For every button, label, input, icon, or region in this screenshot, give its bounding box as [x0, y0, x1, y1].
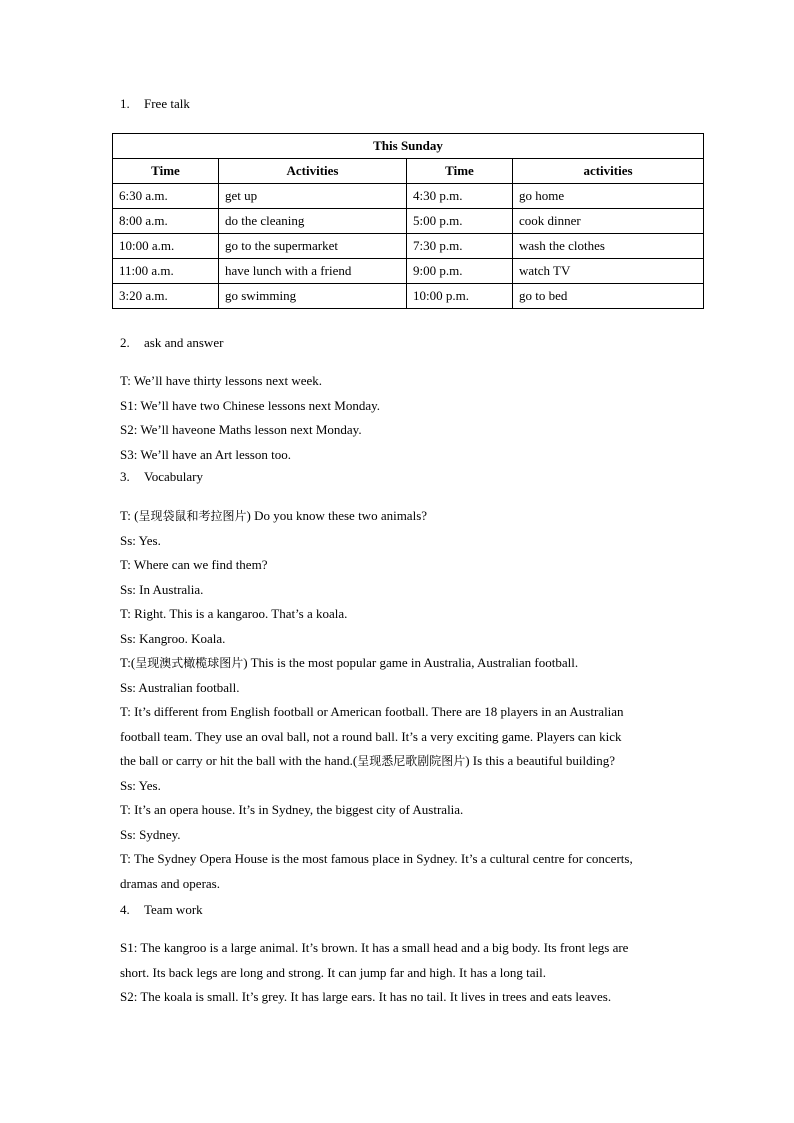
table-cell: 8:00 a.m. — [113, 209, 219, 234]
dialog-line: T: It’s different from English football or American football. There are 18 players in an Australian — [120, 704, 624, 719]
dialog-line: Ss: Yes. — [120, 532, 161, 548]
section-number: 3. — [120, 469, 130, 484]
table-row — [113, 209, 704, 234]
chinese-note: 呈现澳式橄榄球图片 — [135, 656, 244, 670]
table-cell: watch TV — [513, 259, 704, 284]
table-cell: do the cleaning — [219, 209, 407, 234]
schedule-table — [112, 133, 704, 309]
dialog-line: football team. They use an oval ball, not a round ball. It’s a very exciting game. Players can kick — [120, 728, 622, 744]
table-row — [113, 259, 704, 284]
line-text: the ball or carry or hit the ball with the hand.( — [120, 753, 358, 768]
table-cell: go to bed — [513, 284, 704, 309]
table-cell: go to the supermarket — [219, 234, 407, 259]
column-header: activities — [513, 159, 704, 184]
table-cell: 4:30 p.m. — [407, 184, 513, 209]
table-cell: 10:00 a.m. — [113, 234, 219, 259]
table-cell: have lunch with a friend — [219, 259, 407, 284]
dialog-line: T: Where can we find them? — [120, 557, 268, 572]
section-number: 2. — [120, 335, 130, 350]
column-header: Time — [113, 159, 219, 184]
section-title: ask and answer — [144, 335, 224, 350]
dialog-line: S2: We’ll haveone Maths lesson next Monday. — [120, 422, 362, 437]
table-cell: go home — [513, 184, 704, 209]
dialog-line: S2: The koala is small. It’s grey. It has large ears. It has no tail. It lives in trees and eats leaves. — [120, 989, 612, 1004]
section-title: Free talk — [144, 96, 190, 111]
line-text: T: ( — [120, 508, 139, 523]
table-cell: cook dinner — [513, 209, 704, 234]
dialog-line: dramas and operas. — [120, 875, 220, 891]
table-cell: get up — [219, 184, 407, 209]
dialog-line: T: Right. This is a kangaroo. That’s a koala. — [120, 606, 348, 621]
dialog-line: S1: We’ll have two Chinese lessons next Monday. — [120, 397, 381, 413]
column-header: Time — [407, 159, 513, 184]
dialog-line — [120, 651, 690, 676]
column-header: Activities — [219, 159, 407, 184]
table-cell: 9:00 p.m. — [407, 259, 513, 284]
table-cell: 11:00 a.m. — [113, 259, 219, 284]
chinese-note: 呈现悉尼歌剧院图片 — [357, 754, 466, 768]
section-number: 4. — [120, 902, 130, 917]
dialog-line: T: The Sydney Opera House is the most famous place in Sydney. It’s a cultural centre for concerts, — [120, 851, 633, 866]
section-number: 1. — [120, 96, 130, 111]
dialog-line — [120, 749, 690, 774]
section-title: Vocabulary — [144, 469, 203, 484]
section-heading-ask-and-answer — [120, 335, 223, 351]
section-title: Team work — [144, 902, 203, 917]
line-text: ) Is this a beautiful building? — [465, 753, 616, 768]
table-header-row — [113, 159, 704, 184]
dialog-line: Ss: Kangroo. Koala. — [120, 630, 226, 646]
table-cell: 10:00 p.m. — [407, 284, 513, 309]
dialog-line: Ss: Australian football. — [120, 679, 240, 695]
table-row — [113, 234, 704, 259]
table-title-row — [113, 134, 704, 159]
line-text: ) This is the most popular game in Australia, Australian football. — [243, 655, 579, 670]
dialog-line: Ss: Yes. — [120, 777, 161, 793]
chinese-note: 呈现袋鼠和考拉图片 — [138, 509, 247, 523]
ask-answer-dialog — [120, 369, 690, 467]
dialog-line: Ss: In Australia. — [120, 581, 204, 597]
line-text: ) Do you know these two animals? — [246, 508, 428, 523]
table-row — [113, 184, 704, 209]
table-title: This Sunday — [113, 134, 704, 159]
table-cell: go swimming — [219, 284, 407, 309]
team-work-dialog — [120, 936, 690, 1010]
table-cell: 6:30 a.m. — [113, 184, 219, 209]
dialog-line: S3: We’ll have an Art lesson too. — [120, 446, 291, 462]
dialog-line: Ss: Sydney. — [120, 826, 181, 842]
section-heading-team-work — [120, 902, 203, 918]
table-row — [113, 284, 704, 309]
dialog-line: short. Its back legs are long and strong. It can jump far and high. It has a long tail. — [120, 964, 547, 980]
dialog-line: T: It’s an opera house. It’s in Sydney, the biggest city of Australia. — [120, 802, 464, 817]
dialog-line: T: We’ll have thirty lessons next week. — [120, 373, 323, 388]
table-cell: 3:20 a.m. — [113, 284, 219, 309]
table-cell: 7:30 p.m. — [407, 234, 513, 259]
table-cell: 5:00 p.m. — [407, 209, 513, 234]
line-text: T:( — [120, 655, 136, 670]
table-cell: wash the clothes — [513, 234, 704, 259]
section-heading-free-talk — [120, 96, 190, 112]
vocabulary-dialog — [120, 504, 690, 896]
dialog-line: S1: The kangroo is a large animal. It’s brown. It has a small head and a big body. Its front legs are — [120, 940, 629, 955]
section-heading-vocabulary — [120, 469, 203, 485]
dialog-line — [120, 504, 690, 529]
